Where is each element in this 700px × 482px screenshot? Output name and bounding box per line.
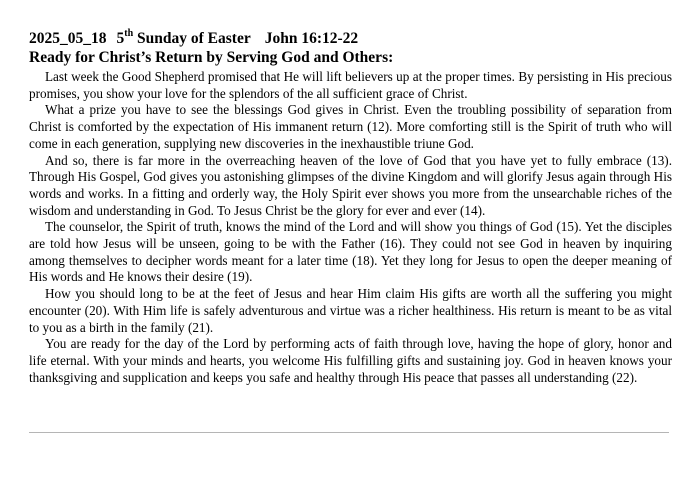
paragraph-6: You are ready for the day of the Lord by performing acts of faith through love, having the hope of glory, honor and life eternal. With your minds and hearts, you welcome His fulfilling gifts and sustaining joy. God in heaven knows your thanksgiving and supplication and keeps you safe and healthy through His peace that passes all understanding (22). — [29, 336, 672, 385]
document-header — [29, 29, 679, 67]
footer-divider — [29, 432, 669, 433]
paragraph-1: Last week the Good Shepherd promised that He will lift believers up at the proper times. By persisting in His precious promises, you show your love for the splendors of the all sufficient grace of Christ. — [29, 69, 672, 101]
paragraph-3: And so, there is far more in the overreaching heaven of the love of God that you have yet to fully embrace (13). Through His Gospel, God gives you astonishing glimpses of the divine Kingdom and will glorify Jesus again through His words and works. In a fitting and orderly way, the Holy Spirit ever shows you more from the unsearchable riches of the wisdom and understanding in God. To Jesus Christ be the glory for ever and ever (14). — [29, 152, 672, 218]
sermon-date: 2025_05_18 — [29, 30, 107, 47]
scripture-reading: John 16:12-22 — [264, 30, 359, 47]
sermon-title: Ready for Christ’s Return by Serving God and Others: — [29, 49, 394, 66]
paragraph-5: How you should long to be at the feet of Jesus and hear Him claim His gifts are worth all the suffering you might encounter (20). With Him life is safely adventurous and virtue was a richer healthiness. His return is meant to be as vital to you as a birth in the family (21). — [29, 286, 672, 335]
occasion: Sunday of Easter — [137, 30, 251, 47]
heading-line — [29, 29, 679, 48]
ordinal-number: 5 — [116, 30, 125, 47]
sermon-body — [29, 69, 672, 386]
paragraph-2: What a prize you have to see the blessings God gives in Christ. Even the troubling possibility of separation from Christ is comforted by the expectation of His immanent return (12). More comforting still is the Spirit of truth who will come in each generation, supplying new discoveries in the inexhaustible triune God. — [29, 102, 672, 151]
ordinal-suffix: th — [124, 27, 134, 39]
paragraph-4: The counselor, the Spirit of truth, knows the mind of the Lord and will show you things of God (15). Yet the disciples are told how Jesus will be unseen, going to be with the Father (16). They could not see God in heaven by inquiring among themselves to decipher words meant for a later time (18). Yet they long for Jesus to open the deeper meaning of His words and He knows their desire (19). — [29, 219, 672, 285]
